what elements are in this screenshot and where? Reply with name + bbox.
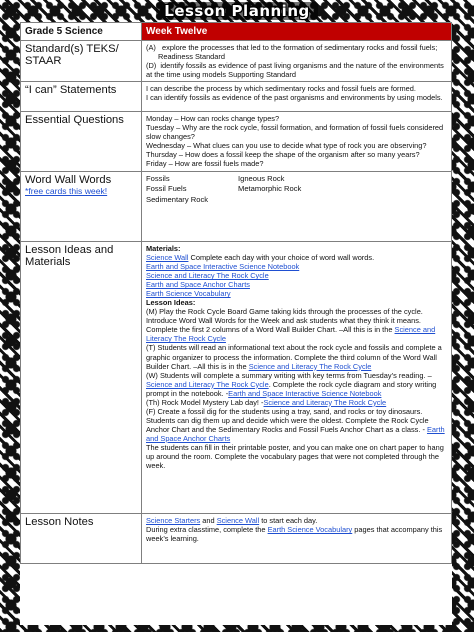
idea-closing: The students can fill in their printable poster, and you can make one on chart paper to hang up around the room. Complete the vocabulary pages that were not completed through the week. [146, 442, 444, 470]
eq-tuesday: Tuesday – Why are the rock cycle, fossil formation, and formation of fossil fuels considered slow changes? [146, 123, 444, 142]
standard-d [146, 61, 447, 79]
idea-thursday [146, 398, 447, 407]
material-1-text: Complete each day with your choice of word wall words. [188, 253, 375, 263]
word-item: Sedimentary Rock [146, 194, 209, 204]
week-label: Week Twelve [142, 23, 452, 41]
standards-row [21, 41, 452, 82]
word-item: Fossil Fuels [146, 184, 187, 194]
idea-thursday-link[interactable]: Science and Literacy The Rock Cycle [263, 397, 387, 407]
idea-wednesday-link-1[interactable]: Science and Literacy The Rock Cycle [146, 379, 269, 389]
eq-thursday: Thursday – How does a fossil keep the shape of the organism after so many years? [146, 150, 420, 160]
idea-tuesday-link[interactable]: Science and Literacy The Rock Cycle [248, 361, 372, 371]
essential-questions-content [142, 112, 452, 172]
material-2 [146, 262, 447, 271]
standard-a-text: explore the processes that led to the formation of sedimentary rocks and fossil fuels; [162, 43, 438, 52]
ican-line-2: I can identify fossils as evidence of the past organisms and environments by using models. [146, 93, 443, 103]
idea-tuesday [146, 343, 447, 370]
earth-science-vocab-link[interactable]: Earth Science Vocabulary [146, 289, 231, 299]
lesson-ideas-heading: Lesson Ideas: [146, 298, 196, 308]
anchor-charts-link[interactable]: Earth and Space Anchor Charts [146, 280, 250, 290]
lesson-plan-page [20, 22, 452, 625]
idea-monday [146, 307, 447, 343]
standard-a-note [146, 52, 447, 61]
idea-friday [146, 407, 447, 443]
notes-line-2-tail: pages that accompany this week’s learning. [146, 525, 443, 544]
header-row [21, 23, 452, 41]
science-starters-link[interactable]: Science Starters [146, 516, 201, 526]
ican-content [142, 82, 452, 112]
idea-wednesday-text-2: . Complete the rock cycle diagram and story writing prompt in the notebook. - [146, 379, 437, 398]
notes-line-2-text: During extra classtime, complete the [146, 525, 268, 535]
eq-friday: Friday – How are fossil fuels made? [146, 159, 264, 169]
page-title: Lesson Planning [156, 2, 317, 20]
materials-heading: Materials: [146, 244, 181, 254]
lesson-notes-label: Lesson Notes [21, 514, 142, 564]
idea-wednesday [146, 371, 447, 398]
rock-cycle-link[interactable]: Science and Literacy The Rock Cycle [146, 271, 269, 281]
ican-line-1: I can describe the process by which sedimentary rocks and fossil fuels are formed. [146, 84, 416, 94]
word-wall-grid [146, 174, 447, 204]
grade-label: Grade 5 Science [21, 23, 142, 41]
idea-friday-text: (F) Create a fossil dig for the students using a tray, sand, and rocks or toy dinosaurs. Students can dig them up and decide which were the oldest. Complete the Rock Cycle Anchor Chart and the Sedimentary Rocks and Fossil Fuels Anchor Chart as a class. - [146, 406, 429, 434]
readiness-standard-text: Readiness Standard [158, 52, 225, 62]
idea-friday-link[interactable]: Earth and Space Anchor Charts [146, 424, 445, 443]
ican-row [21, 82, 452, 112]
material-3 [146, 271, 447, 280]
standards-label: Standard(s) TEKS/ STAAR [21, 41, 142, 82]
notes-and-text: and [200, 516, 217, 526]
notes-vocab-link[interactable]: Earth Science Vocabulary [267, 525, 353, 535]
ican-label: “I can” Statements [21, 82, 142, 112]
word-item: Metamorphic Rock [238, 184, 302, 194]
word-item [238, 195, 358, 204]
lesson-ideas-label: Lesson Ideas and Materials [21, 242, 142, 514]
word-item: Fossils [146, 174, 170, 184]
word-wall-cell [21, 172, 142, 242]
word-wall-row [21, 172, 452, 242]
lesson-ideas-content [142, 242, 452, 514]
word-wall-content [142, 172, 452, 242]
idea-thursday-text: (Th) Rock Model Mystery Lab day! - [146, 397, 264, 407]
lesson-plan-table [20, 22, 452, 564]
word-wall-label: Word Wall Words [25, 174, 112, 187]
notes-science-wall-link[interactable]: Science Wall [216, 516, 260, 526]
idea-tuesday-text: (T) Students will read an informational text about the rock cycle and fossils and complete a graphic organizer to process the information. Complete the third column of the Word Wall Builder Chart. –All this is in the [146, 343, 442, 371]
standard-a-prefix: (A) [146, 43, 156, 52]
essential-questions-row [21, 112, 452, 172]
notes-line-1 [146, 516, 447, 525]
lesson-notes-content [142, 514, 452, 564]
material-1 [146, 253, 447, 262]
eq-monday: Monday – How can rocks change types? [146, 114, 280, 124]
material-5 [146, 289, 447, 298]
title-banner [0, 0, 474, 22]
material-4 [146, 280, 447, 289]
notes-tail-text: to start each day. [259, 516, 318, 526]
idea-wednesday-text: (W) Students will complete a summary writing with key terms from Tuesday’s reading. – [146, 370, 432, 380]
science-wall-link[interactable]: Science Wall [146, 253, 189, 263]
eq-wednesday: Wednesday – What clues can you use to decide what type of rock you are observing? [146, 141, 427, 151]
interactive-notebook-link[interactable]: Earth and Space Interactive Science Notebook [146, 262, 300, 272]
idea-wednesday-link-2[interactable]: Earth and Space Interactive Science Notebook [228, 388, 382, 398]
standards-content [142, 41, 452, 82]
free-cards-link[interactable]: *free cards this week! [25, 186, 108, 197]
essential-questions-label: Essential Questions [21, 112, 142, 172]
idea-monday-text: (M) Play the Rock Cycle Board Game taking kids through the processes of the cycle. Introduce Word Wall Words for the Week and ask students what they think it means. Complete the first 2 columns of a Word Wall Builder Chart. –All this is in the [146, 307, 423, 335]
word-item: Igneous Rock [238, 174, 285, 184]
notes-line-2 [146, 525, 447, 543]
standard-d-prefix: (D) [146, 61, 157, 71]
idea-monday-link[interactable]: Science and Literacy The Rock Cycle [146, 325, 436, 344]
standard-d-text: identify fossils as evidence of past living organisms and the nature of the environments at the time using models Supporting Standard [146, 61, 444, 80]
lesson-ideas-row [21, 242, 452, 514]
standard-a [146, 43, 447, 52]
lesson-notes-row [21, 514, 452, 564]
